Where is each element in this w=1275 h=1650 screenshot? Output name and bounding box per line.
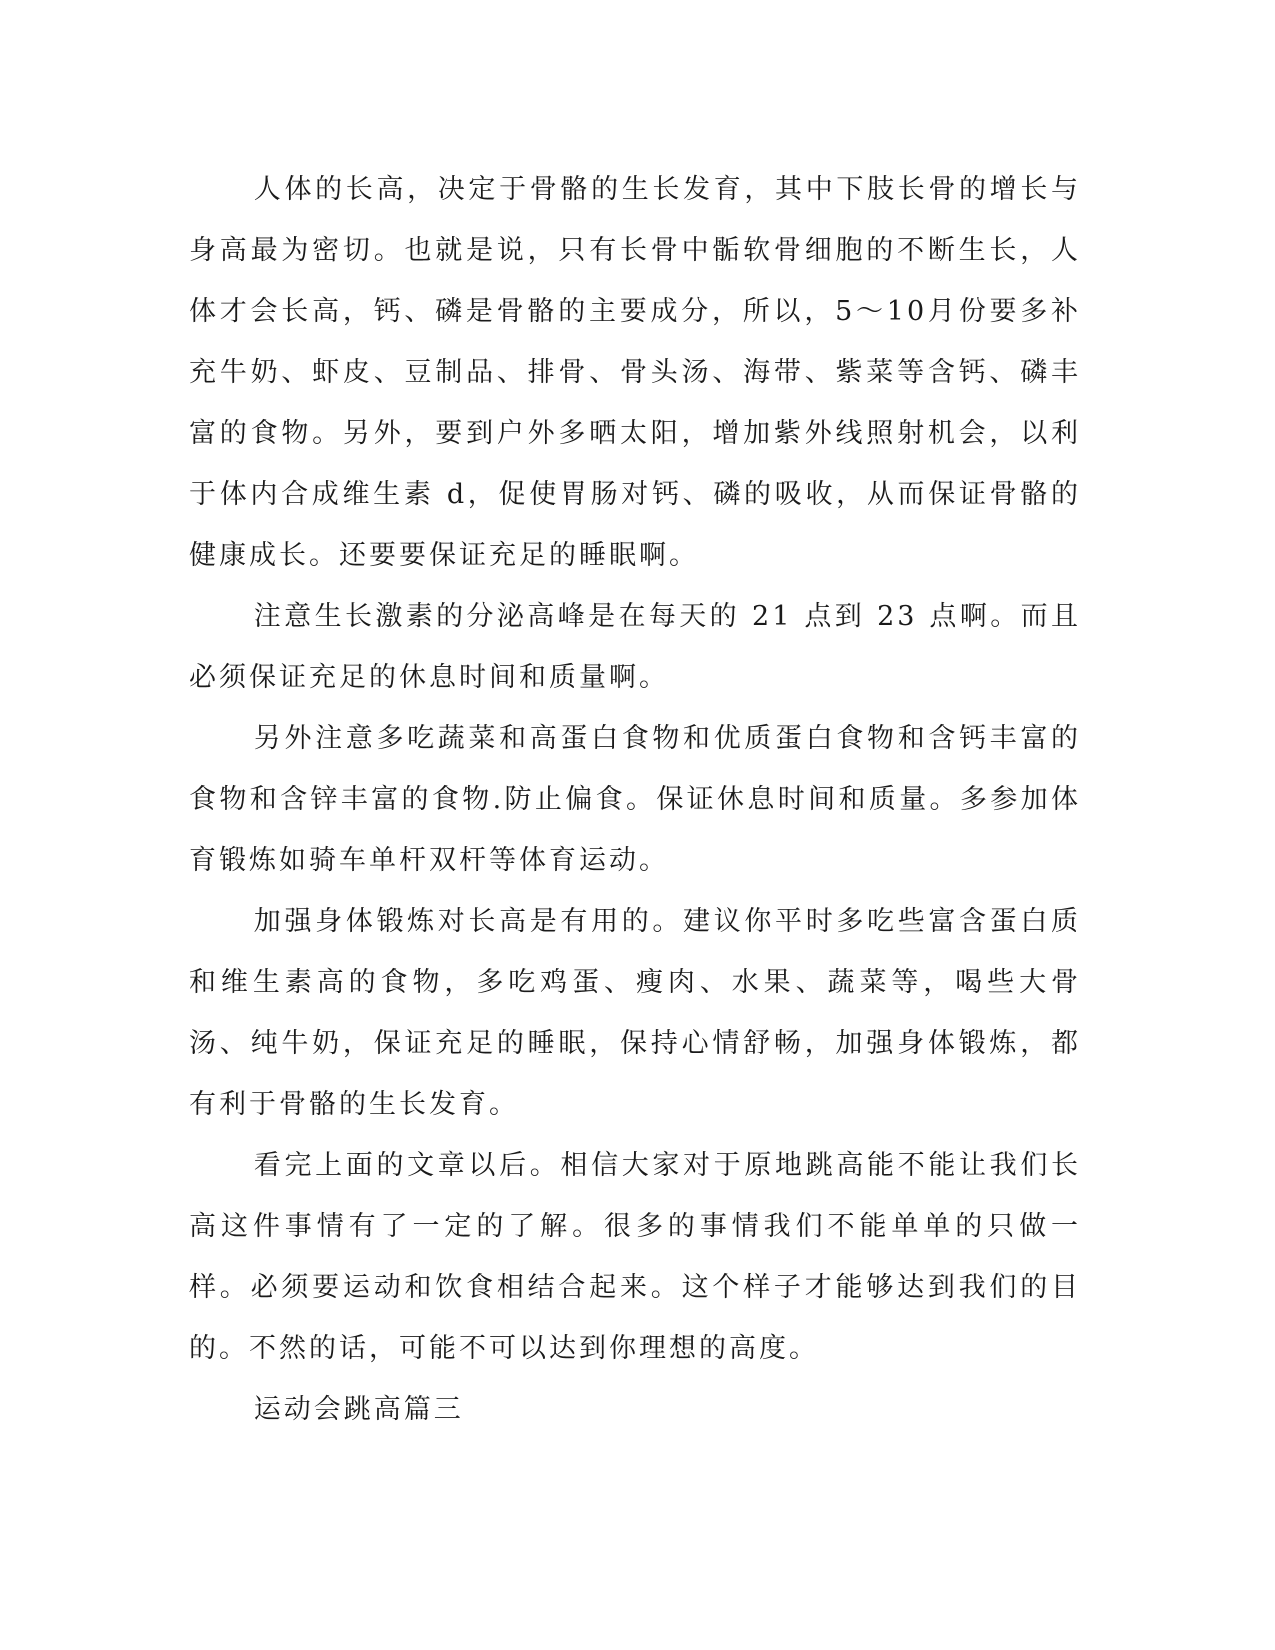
paragraph-exercise-advice: 加强身体锻炼对长高是有用的。建议你平时多吃些富含蛋白质和维生素高的食物，多吃鸡蛋、瘦肉、水果、蔬菜等，喝些大骨汤、纯牛奶，保证充足的睡眠，保持心情舒畅，加强身体锻炼，都有利于骨骼的生长发育。 — [189, 906, 1081, 1120]
document-body — [189, 159, 1081, 1440]
paragraph-height-growth: 人体的长高，决定于骨骼的生长发育，其中下肢长骨的增长与身高最为密切。也就是说，只有长骨中骺软骨细胞的不断生长，人体才会长高，钙、磷是骨骼的主要成分，所以，5～10月份要多补充牛奶、虾皮、豆制品、排骨、骨头汤、海带、紫菜等含钙、磷丰富的食物。另外，要到户外多晒太阳，增加紫外线照射机会，以利于体内合成维生素 d，促使胃肠对钙、磷的吸收，从而保证骨骼的健康成长。还要要保证充足的睡眠啊。 — [189, 174, 1081, 571]
paragraph-conclusion: 看完上面的文章以后。相信大家对于原地跳高能不能让我们长高这件事情有了一定的了解。很多的事情我们不能单单的只做一样。必须要运动和饮食相结合起来。这个样子才能够达到我们的目的。不然的话，可能不可以达到你理想的高度。 — [189, 1150, 1081, 1364]
section-heading: 运动会跳高篇三 — [253, 1394, 464, 1425]
paragraph-growth-hormone: 注意生长激素的分泌高峰是在每天的 21 点到 23 点啊。而且必须保证充足的休息时间和质量啊。 — [189, 601, 1081, 693]
paragraph-diet-advice: 另外注意多吃蔬菜和高蛋白食物和优质蛋白食物和含钙丰富的食物和含锌丰富的食物.防止偏食。保证休息时间和质量。多参加体育锻炼如骑车单杆双杆等体育运动。 — [189, 723, 1081, 876]
